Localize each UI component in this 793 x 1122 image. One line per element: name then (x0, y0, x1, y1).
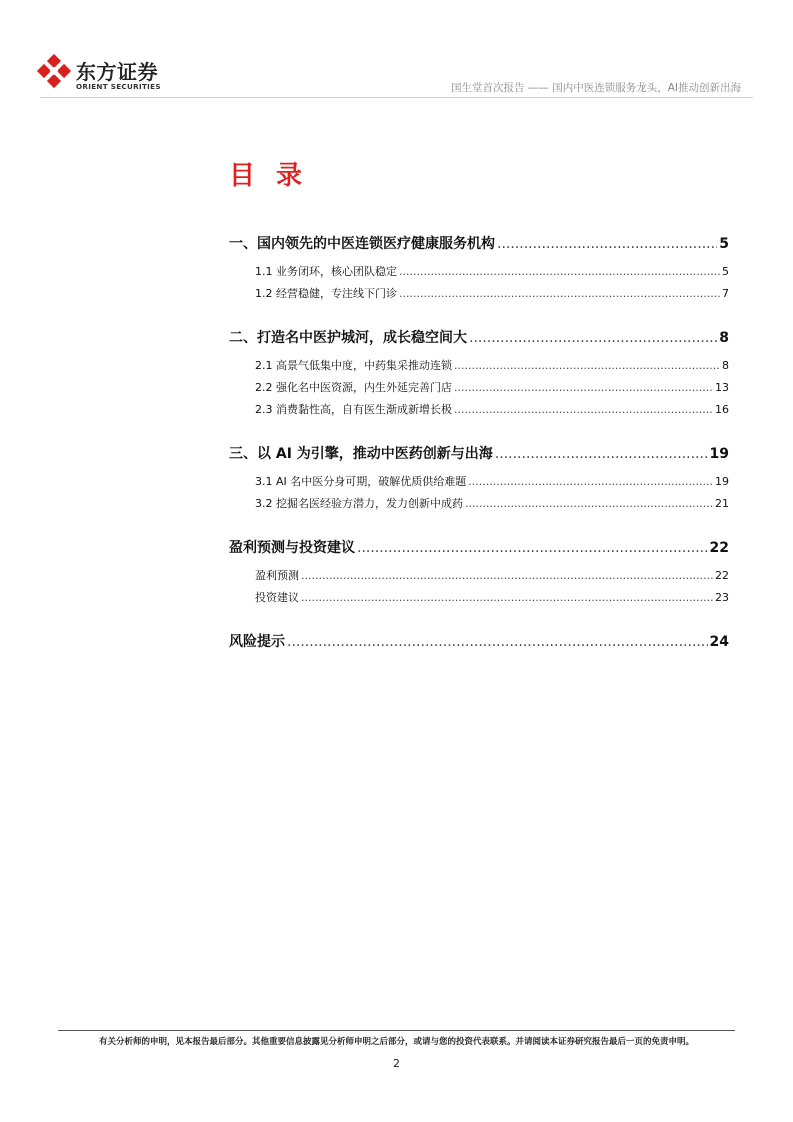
dot-leader (301, 591, 713, 604)
company-logo (36, 54, 186, 94)
toc-subsection-label: 3.1 AI 名中医分身可期，破解优质供给难题 (255, 475, 467, 488)
toc-section-page: 5 (719, 236, 729, 252)
toc-subsection-label: 投资建议 (255, 591, 299, 604)
toc-subsection-page: 21 (715, 497, 729, 510)
toc-subsection-label: 3.2 挖掘名医经验方潜力，发力创新中成药 (255, 497, 463, 510)
dot-leader (301, 569, 713, 582)
toc-section-page: 22 (709, 540, 729, 556)
dot-leader (454, 403, 713, 416)
logo-text-en: ORIENT SECURITIES (76, 82, 161, 91)
toc-subsection-row[interactable] (255, 473, 729, 489)
toc-subsection-page: 8 (722, 359, 729, 372)
dot-leader (497, 236, 717, 252)
toc-section-label: 二、打造名中医护城河，成长稳空间大 (229, 330, 467, 346)
toc-title: 目 录 (229, 161, 309, 191)
diamond-cluster-icon (36, 54, 72, 90)
toc-section-label: 盈利预测与投资建议 (229, 540, 355, 556)
toc-section-row[interactable] (229, 631, 729, 651)
dot-leader (287, 634, 708, 650)
toc-subsection-label: 1.1 业务闭环，核心团队稳定 (255, 265, 397, 278)
toc-section-row[interactable] (229, 537, 729, 557)
logo-text-cn: 东方证券 (76, 60, 158, 84)
dot-leader (454, 381, 713, 394)
toc-section-row[interactable] (229, 443, 729, 463)
toc-section-row[interactable] (229, 233, 729, 253)
dot-leader (357, 540, 708, 556)
toc-subsection-page: 23 (715, 591, 729, 604)
report-header-title: 国生堂首次报告 —— 国内中医连锁服务龙头，AI推动创新出海 (451, 82, 741, 94)
toc-section-label: 三、以 AI 为引擎，推动中医药创新与出海 (229, 446, 493, 462)
dot-leader (495, 446, 708, 462)
toc-subsection-row[interactable] (255, 495, 729, 511)
toc-subsection-row[interactable] (255, 567, 729, 583)
toc-subsection-row[interactable] (255, 379, 729, 395)
toc-subsection-row[interactable] (255, 589, 729, 605)
toc-subsection-row[interactable] (255, 285, 729, 301)
toc-subsection-label: 盈利预测 (255, 569, 299, 582)
toc-subsection-page: 5 (722, 265, 729, 278)
toc-section-row[interactable] (229, 327, 729, 347)
toc-subsection-row[interactable] (255, 357, 729, 373)
toc-subsection-label: 2.1 高景气低集中度，中药集采推动连锁 (255, 359, 452, 372)
toc-subsection-page: 22 (715, 569, 729, 582)
toc-section-page: 24 (709, 634, 729, 650)
toc-subsection-label: 2.2 强化名中医资源，内生外延完善门店 (255, 381, 452, 394)
dot-leader (468, 475, 713, 488)
page-number: 2 (393, 1057, 400, 1070)
dot-leader (469, 330, 717, 346)
toc-subsection-label: 1.2 经营稳健，专注线下门诊 (255, 287, 397, 300)
dot-leader (399, 287, 720, 300)
toc-subsection-page: 13 (715, 381, 729, 394)
dot-leader (399, 265, 720, 278)
footer-divider (58, 1030, 735, 1031)
footer-disclaimer: 有关分析师的申明，见本报告最后部分。其他重要信息披露见分析师申明之后部分，或请与您的投资代表联系。并请阅读本证券研究报告最后一页的免责申明。 (98, 1037, 694, 1047)
toc-subsection-page: 16 (715, 403, 729, 416)
toc-subsection-row[interactable] (255, 401, 729, 417)
toc-section-page: 8 (719, 330, 729, 346)
toc-section-label: 一、国内领先的中医连锁医疗健康服务机构 (229, 236, 495, 252)
toc-subsection-label: 2.3 消费黏性高，自有医生渐成新增长极 (255, 403, 452, 416)
toc-subsection-page: 7 (722, 287, 729, 300)
toc-subsection-page: 19 (715, 475, 729, 488)
header-divider (40, 97, 753, 98)
toc-section-page: 19 (709, 446, 729, 462)
toc-subsection-row[interactable] (255, 263, 729, 279)
toc-section-label: 风险提示 (229, 634, 285, 650)
dot-leader (465, 497, 713, 510)
dot-leader (454, 359, 720, 372)
